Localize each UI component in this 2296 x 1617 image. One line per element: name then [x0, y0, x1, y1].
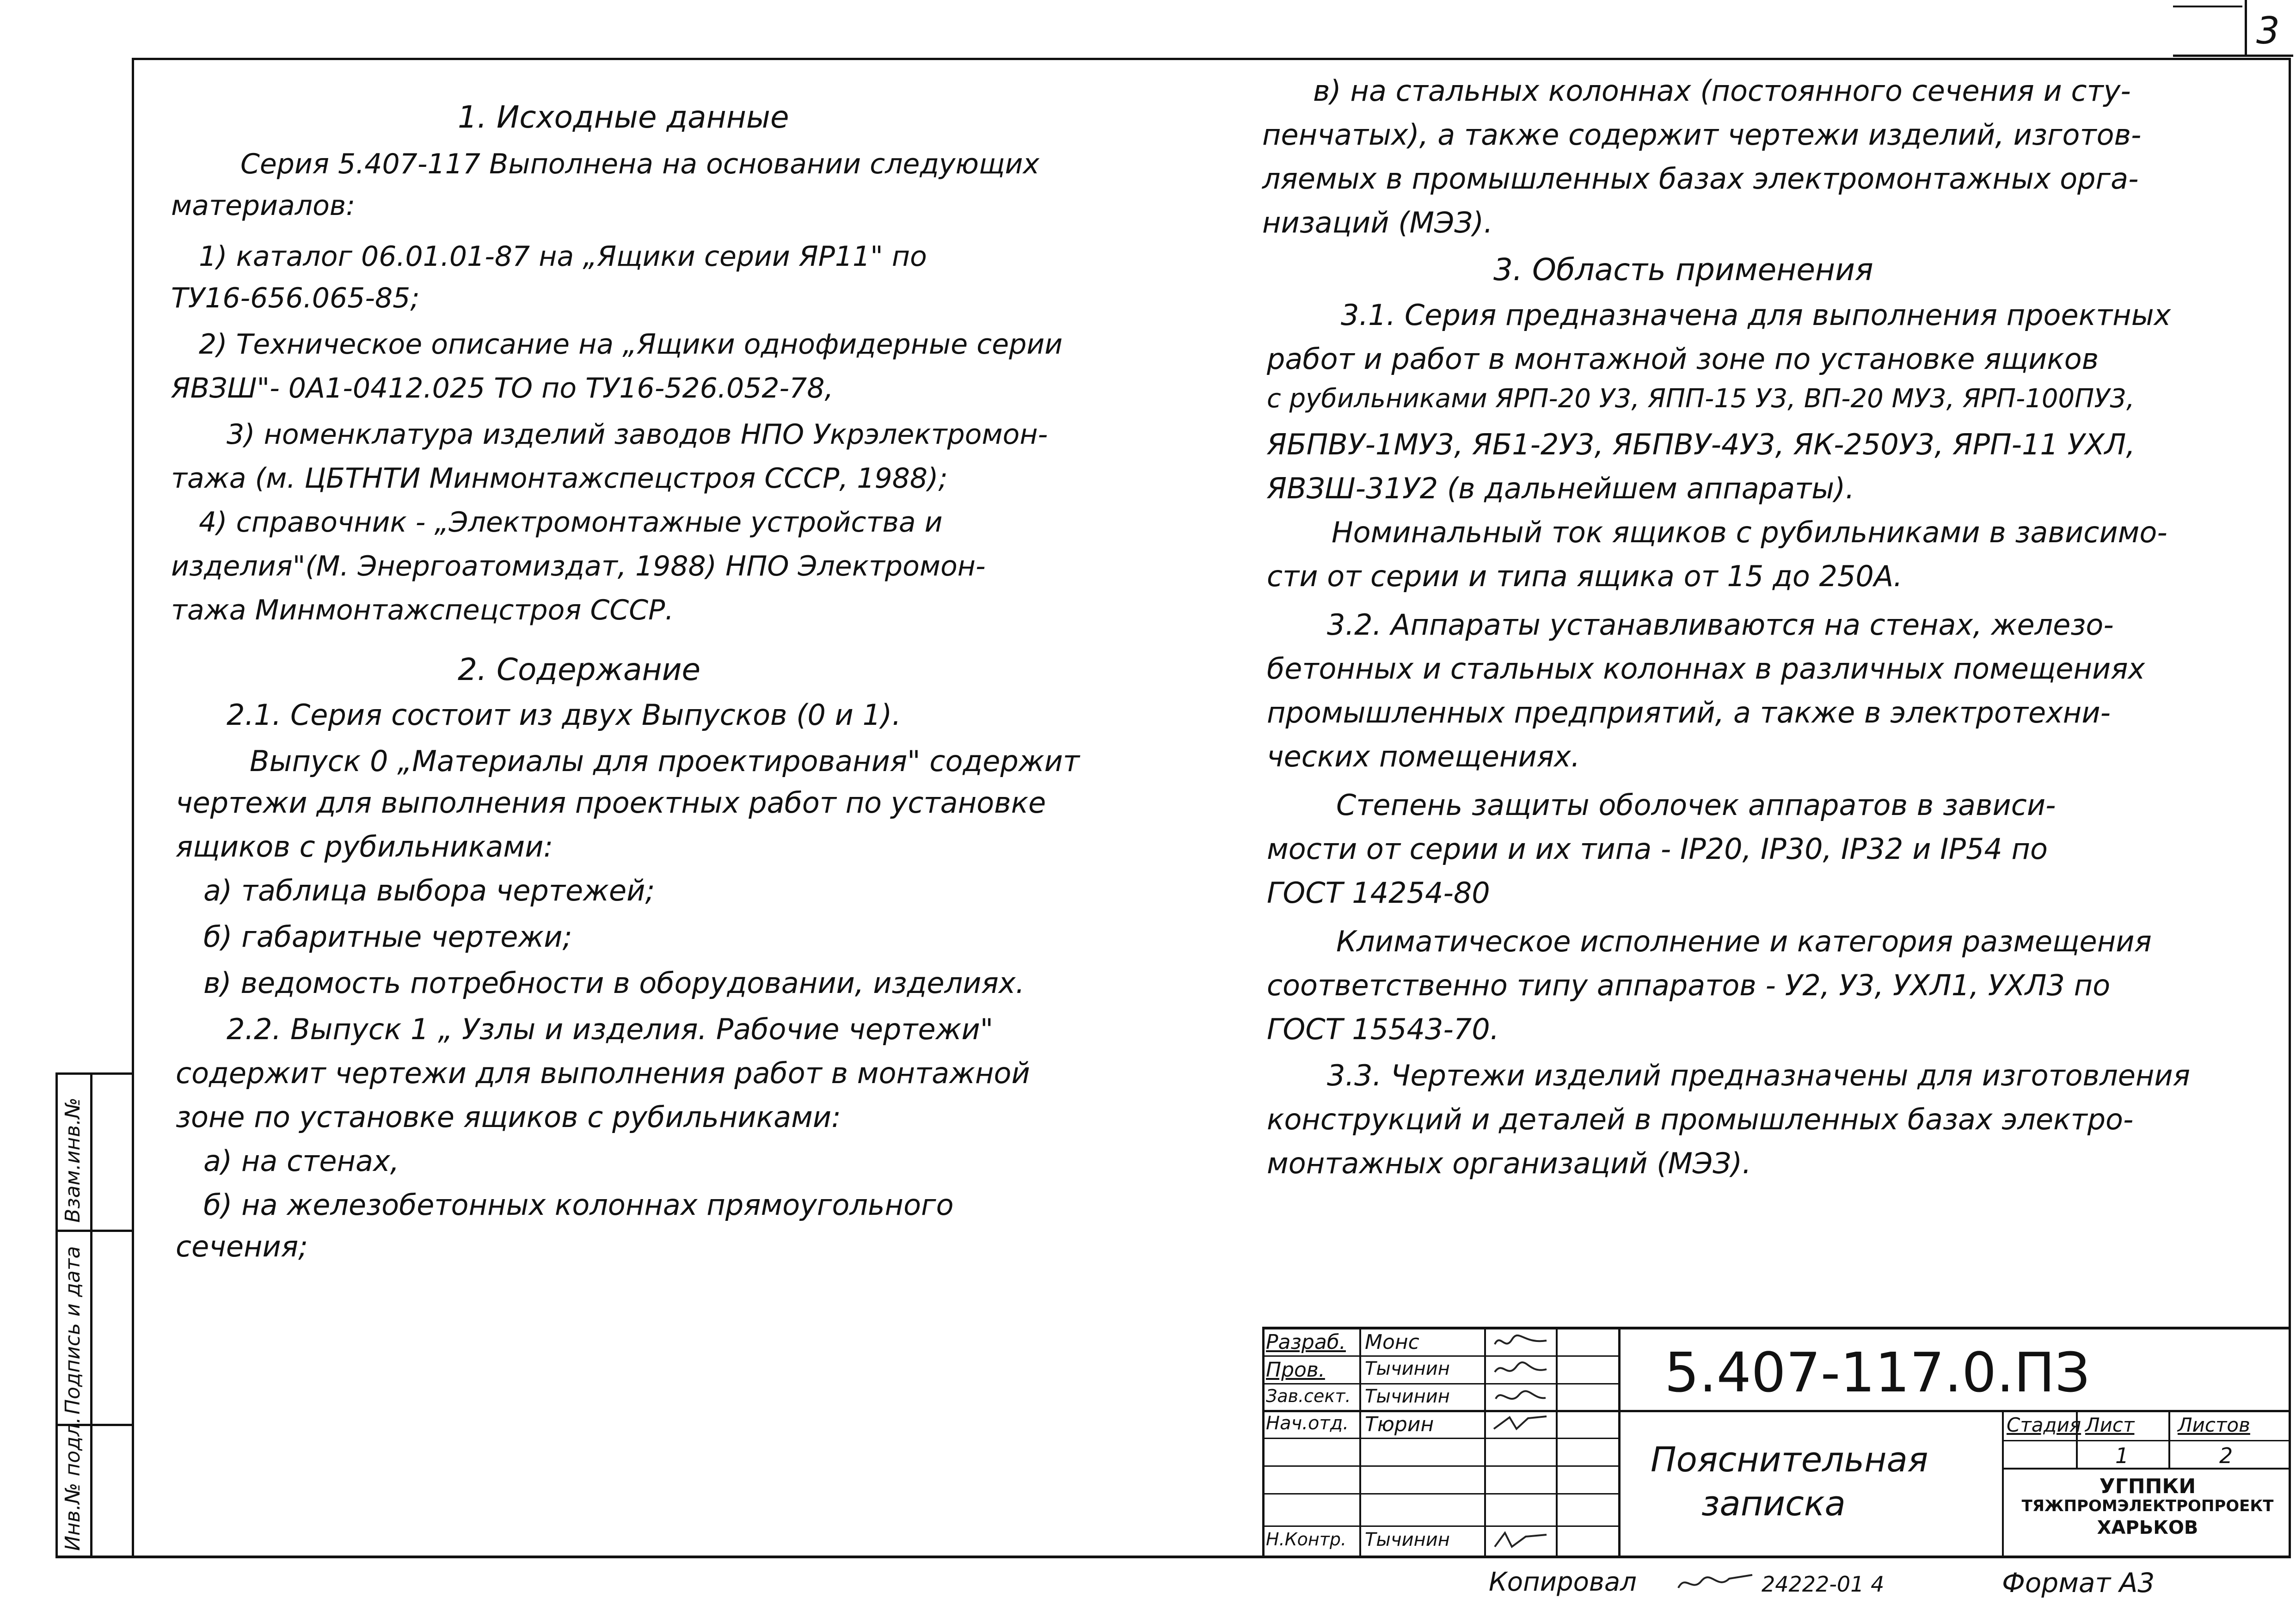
signature-5 — [1491, 1528, 1551, 1554]
page-number: 3 — [2256, 9, 2280, 52]
left-line-7: 3) номенклатура изделий заводов НПО Укрэлектромон- — [227, 418, 1048, 451]
right2-line-9: бетонных и стальных колоннах в различных помещениях — [1267, 652, 2145, 686]
org-line-3: ХАРЬКОВ — [2097, 1517, 2198, 1538]
right2-line-7: сти от серии и типа ящика от 15 до 250А. — [1267, 559, 1903, 593]
left2-line-4: ящиков с рубильниками: — [176, 830, 553, 864]
right2-line-1: 3.1. Серия предназначена для выполнения проектных — [1341, 298, 2171, 332]
tb-v3 — [1556, 1327, 1558, 1558]
tb-h5 — [1262, 1465, 1618, 1467]
tb-v5 — [2002, 1410, 2004, 1558]
page-number-box-top — [2173, 6, 2242, 7]
tb-top — [1262, 1327, 2291, 1329]
right2-line-13: мости от серии и их типа - IP20, IP30, IP32 и IP54 по — [1267, 832, 2048, 866]
frame-top — [132, 58, 2291, 60]
org-line-2: ТЯЖПРОМЭЛЕКТРОПРОЕКТ — [2021, 1497, 2274, 1515]
left-line-1: Серия 5.407-117 Выполнена на основании следующих — [240, 148, 1039, 180]
left-line-4: ТУ16-656.065-85; — [171, 282, 420, 314]
signature-4 — [1491, 1413, 1551, 1436]
side-label-podpis: Подпись и дата — [61, 1246, 85, 1415]
title-block — [1262, 1327, 2291, 1558]
left-line-8: тажа (м. ЦБТНТИ Минмонтажспецстроя СССР, 1988); — [171, 462, 948, 495]
left2-line-9: содержит чертежи для выполнения работ в монтажной — [176, 1056, 1030, 1090]
document-code: 5.407-117.0.ПЗ — [1664, 1341, 2090, 1404]
document-title-1: Пояснительная — [1651, 1440, 1928, 1480]
right2-line-4: ЯБПВУ-1МУ3, ЯБ1-2У3, ЯБПВУ-4У3, ЯК-250У3, ЯРП-11 УХЛ, — [1267, 428, 2136, 461]
side-strip-left — [55, 1072, 58, 1558]
name-1: Монс — [1365, 1330, 1419, 1354]
side-label-vzam: Взам.инв.№ — [61, 1097, 85, 1223]
right2-line-11: ческих помещениях. — [1267, 740, 1580, 773]
right2-line-20: монтажных организаций (МЭЗ). — [1267, 1146, 1751, 1180]
stage-label: Стадия — [2007, 1414, 2081, 1436]
section-3-title: 3. Область применения — [1493, 252, 1873, 288]
tb-h4 — [1262, 1438, 1618, 1439]
name-5: Тычинин — [1365, 1529, 1450, 1550]
role-razrab: Разраб. — [1266, 1330, 1346, 1354]
left-line-10: изделия"(М. Энергоатомиздат, 1988) НПО Электромон- — [171, 550, 986, 582]
copier-signature — [1674, 1565, 1757, 1602]
left-line-9: 4) справочник - „Электромонтажные устройства и — [199, 506, 943, 539]
role-zavsekt: Зав.сект. — [1266, 1386, 1351, 1406]
page-number-box-bottom — [2173, 55, 2293, 57]
page-number-box-left — [2245, 0, 2247, 56]
left2-line-3: чертежи для выполнения проектных работ по установке — [176, 786, 1046, 820]
left2-line-12: б) на железобетонных колоннах прямоугольного — [203, 1188, 954, 1222]
format-label: Формат А3 — [2002, 1567, 2155, 1599]
side-strip-mid — [90, 1072, 92, 1558]
right2-line-16: соответственно типу аппаратов - У2, У3, УХЛ1, УХЛ3 по — [1267, 968, 2111, 1002]
sheets-value: 2 — [2219, 1443, 2233, 1468]
right2-line-8: 3.2. Аппараты устанавливаются на стенах, железо- — [1327, 608, 2114, 642]
right2-line-18: 3.3. Чертежи изделий предназначены для изготовления — [1327, 1059, 2190, 1092]
sheet-value: 1 — [2115, 1443, 2129, 1468]
name-2: Тычинин — [1365, 1358, 1450, 1379]
right2-line-19: конструкций и деталей в промышленных базах электро- — [1267, 1102, 2134, 1136]
frame-left — [132, 58, 134, 1558]
role-prov: Пров. — [1266, 1358, 1325, 1382]
tb-left — [1262, 1327, 1265, 1558]
right-line-4: низаций (МЭЗ). — [1262, 206, 1493, 239]
section-2-title: 2. Содержание — [458, 652, 701, 687]
side-strip-div1 — [55, 1230, 134, 1232]
tb-h9 — [2002, 1468, 2291, 1470]
tb-h6 — [1262, 1493, 1618, 1494]
copied-label: Копировал — [1489, 1567, 1637, 1597]
sheet-label: Лист — [2085, 1414, 2135, 1436]
tb-v1 — [1359, 1327, 1361, 1558]
tb-h2 — [1262, 1383, 1618, 1384]
right2-line-14: ГОСТ 14254-80 — [1267, 876, 1490, 910]
right2-line-6: Номинальный ток ящиков с рубильниками в зависимо- — [1332, 515, 2167, 549]
left2-line-8: 2.2. Выпуск 1 „ Узлы и изделия. Рабочие чертежи" — [227, 1012, 994, 1046]
role-nkontr: Н.Контр. — [1266, 1529, 1347, 1550]
left2-line-6: б) габаритные чертежи; — [203, 920, 572, 954]
right2-line-2: работ и работ в монтажной зоне по установке ящиков — [1267, 342, 2099, 376]
left2-line-13: сечения; — [176, 1230, 308, 1263]
signature-3 — [1491, 1386, 1551, 1409]
tb-v7 — [2168, 1410, 2170, 1468]
right2-line-17: ГОСТ 15543-70. — [1267, 1012, 1499, 1046]
left-line-2: материалов: — [171, 190, 356, 222]
name-3: Тычинин — [1365, 1386, 1450, 1407]
section-1-title: 1. Исходные данные — [458, 99, 789, 135]
left-line-5: 2) Техническое описание на „Ящики однофидерные серии — [199, 328, 1063, 361]
document-title-2: записка — [1701, 1484, 1846, 1524]
name-4: Тюрин — [1365, 1413, 1434, 1436]
tb-h1 — [1262, 1355, 1618, 1357]
tb-v4 — [1618, 1327, 1621, 1558]
tb-h3 — [1262, 1410, 2291, 1412]
right-line-3: ляемых в промышленных базах электромонтажных орга- — [1262, 162, 2139, 196]
tb-v2 — [1484, 1327, 1486, 1558]
left-line-3: 1) каталог 06.01.01-87 на „Ящики серии ЯР11" по — [199, 240, 927, 273]
left2-line-5: а) таблица выбора чертежей; — [203, 874, 655, 907]
left2-line-10: зоне по установке ящиков с рубильниками: — [176, 1100, 841, 1134]
left-line-11: тажа Минмонтажспецстроя СССР. — [171, 594, 674, 626]
signature-2 — [1491, 1358, 1551, 1381]
right-line-1: в) на стальных колоннах (постоянного сечения и сту- — [1313, 74, 2131, 108]
side-label-inv: Инв.№ подл. — [61, 1417, 85, 1551]
tb-h8 — [2002, 1440, 2291, 1441]
sheets-label: Листов — [2178, 1414, 2250, 1436]
left-line-6: ЯВЗШ"- 0А1-0412.025 ТО по ТУ16-526.052-78, — [171, 372, 834, 404]
right2-line-10: промышленных предприятий, а также в электротехни- — [1267, 696, 2111, 729]
role-nachotd: Нач.отд. — [1266, 1413, 1349, 1434]
right-line-2: пенчатых), а также содержит чертежи изделий, изготов- — [1262, 118, 2142, 152]
org-line-1: УГППКИ — [2099, 1475, 2196, 1498]
right2-line-3: с рубильниками ЯРП-20 У3, ЯПП-15 У3, ВП-20 МУ3, ЯРП-100ПУ3, — [1267, 384, 2135, 414]
signature-1 — [1491, 1330, 1551, 1354]
side-strip-top — [55, 1072, 134, 1075]
copy-number: 24222-01 4 — [1762, 1572, 1885, 1597]
right2-line-12: Степень защиты оболочек аппаратов в зависи- — [1336, 788, 2056, 822]
left2-line-7: в) ведомость потребности в оборудовании, изделиях. — [203, 966, 1025, 1000]
left2-line-1: 2.1. Серия состоит из двух Выпусков (0 и 1). — [227, 698, 901, 732]
left2-line-2: Выпуск 0 „Материалы для проектирования" содержит — [250, 744, 1080, 778]
left2-line-11: а) на стенах, — [203, 1144, 399, 1178]
right2-line-15: Климатическое исполнение и категория размещения — [1336, 925, 2152, 958]
right2-line-5: ЯВЗШ-31У2 (в дальнейшем аппараты). — [1267, 472, 1855, 505]
tb-h7 — [1262, 1525, 1618, 1527]
